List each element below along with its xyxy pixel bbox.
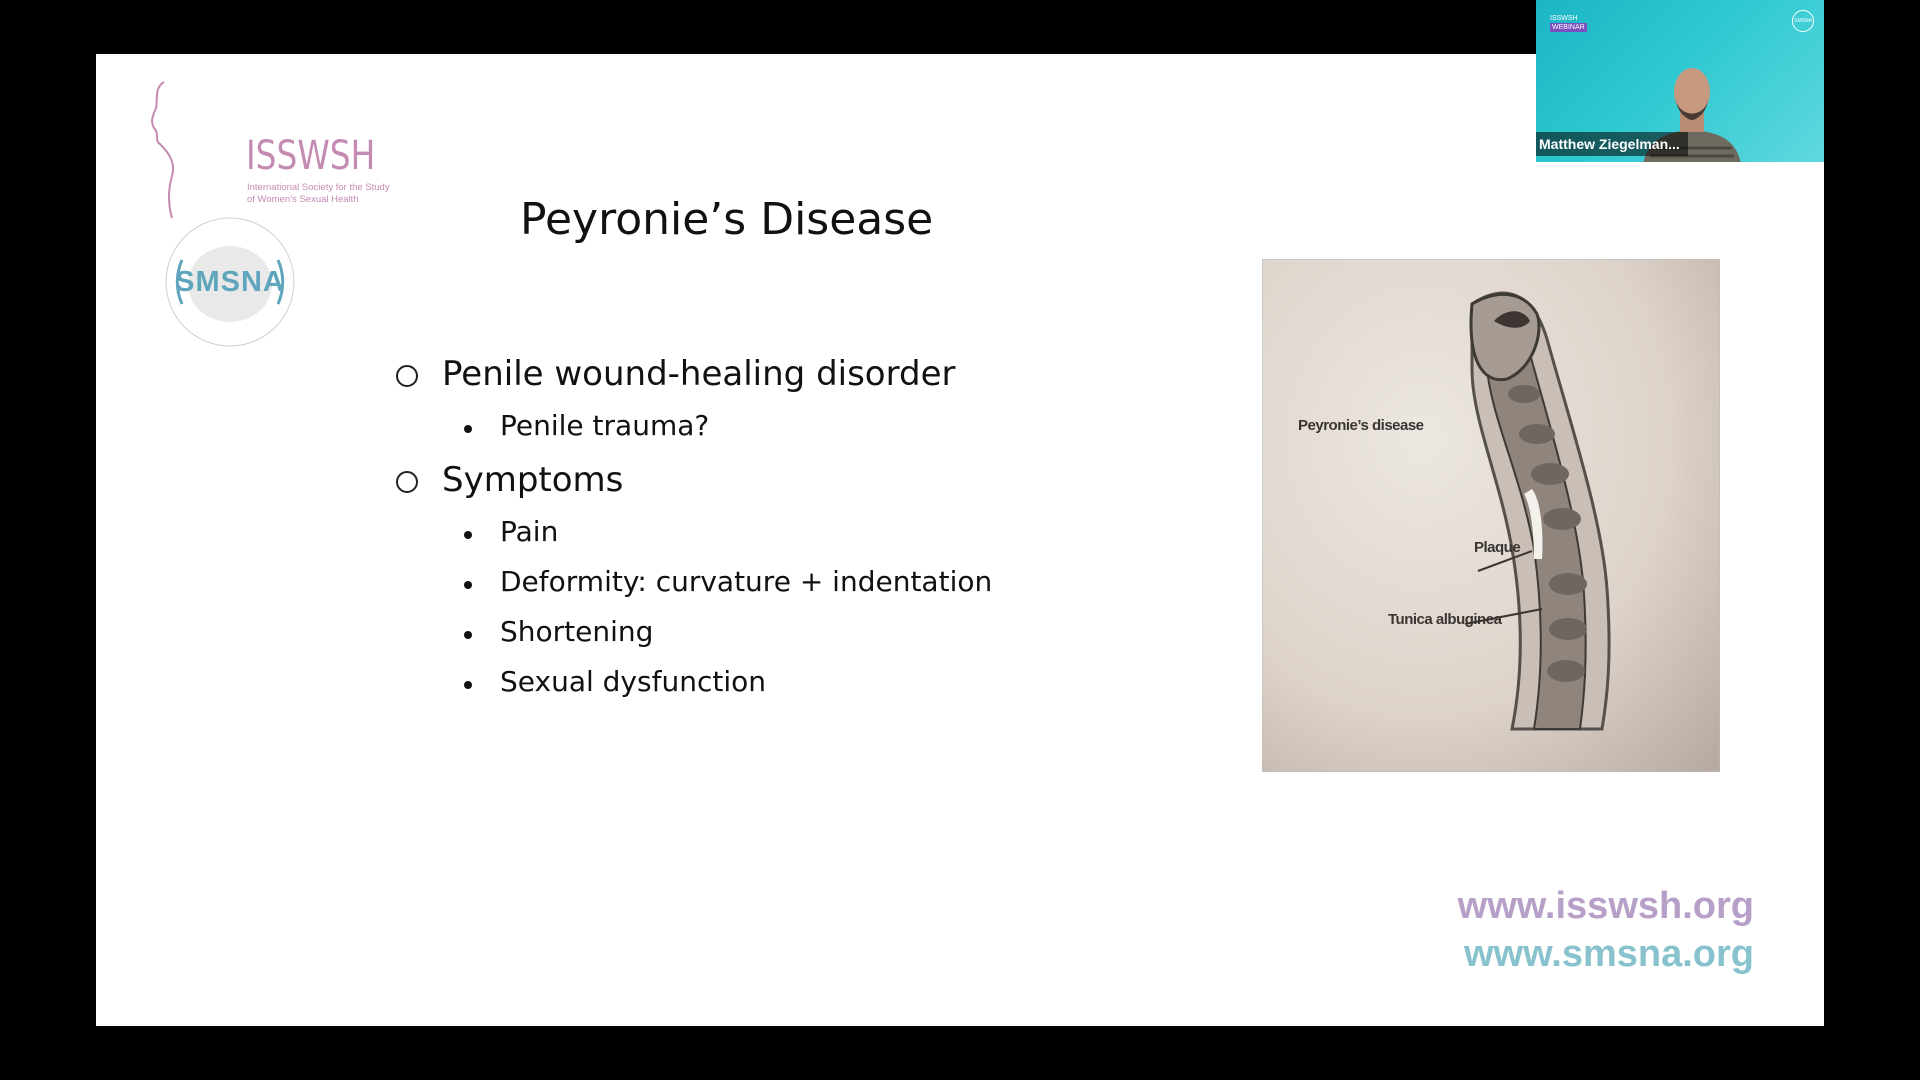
bullet-list <box>396 350 992 710</box>
dot-bullet-icon <box>464 581 472 589</box>
dot-bullet-icon <box>464 631 472 639</box>
bullet-text: Symptoms <box>442 460 624 500</box>
smsna-url: www.smsna.org <box>1464 933 1754 975</box>
sub-bullet-text: Sexual dysfunction <box>500 665 766 698</box>
smsna-wordmark: SMSNA <box>175 265 285 298</box>
smsna-logo <box>160 212 300 352</box>
slide-title: Peyronie’s Disease <box>520 194 934 245</box>
speaker-video-tile[interactable] <box>1536 0 1824 162</box>
figure-label-disease: Peyronie’s disease <box>1298 417 1424 434</box>
sub-bullet-text: Deformity: curvature + indentation <box>500 565 993 598</box>
circle-bullet-icon <box>396 471 418 493</box>
smsna-corner-logo: SMSNA <box>1792 10 1814 32</box>
sub-bullet-item <box>396 610 992 660</box>
bullet-item <box>396 456 992 510</box>
dot-bullet-icon <box>464 681 472 689</box>
sub-bullet-text: Pain <box>500 515 559 548</box>
webinar-badge: ISSWSH WEBINAR <box>1550 15 1585 31</box>
participant-name: Matthew Ziegelman... <box>1536 132 1688 156</box>
isswsh-logo <box>146 78 390 218</box>
sub-bullet-item <box>396 660 992 710</box>
figure-label-plaque: Plaque <box>1474 539 1521 556</box>
presentation-slide <box>96 54 1824 1026</box>
curved-penis-diagram-icon <box>1262 259 1720 772</box>
sub-bullet-item <box>396 510 992 560</box>
isswsh-url: www.isswsh.org <box>1457 885 1754 927</box>
silhouette-icon <box>146 78 186 218</box>
dot-bullet-icon <box>464 425 472 433</box>
isswsh-wordmark: ISSWSH <box>246 133 376 179</box>
website-urls <box>1458 882 1754 978</box>
isswsh-subtitle: International Society for the Study of Women’s Sexual Health <box>247 182 390 205</box>
sub-bullet-text: Shortening <box>500 615 654 648</box>
bullet-item <box>396 350 992 404</box>
circle-bullet-icon <box>396 365 418 387</box>
figure-label-tunica: Tunica albuginea <box>1388 611 1502 628</box>
sub-bullet-text: Penile trauma? <box>500 409 710 442</box>
peyronie-illustration <box>1262 259 1720 772</box>
sub-bullet-item <box>396 404 992 454</box>
dot-bullet-icon <box>464 531 472 539</box>
bullet-text: Penile wound-healing disorder <box>442 354 956 394</box>
sub-bullet-item <box>396 560 992 610</box>
